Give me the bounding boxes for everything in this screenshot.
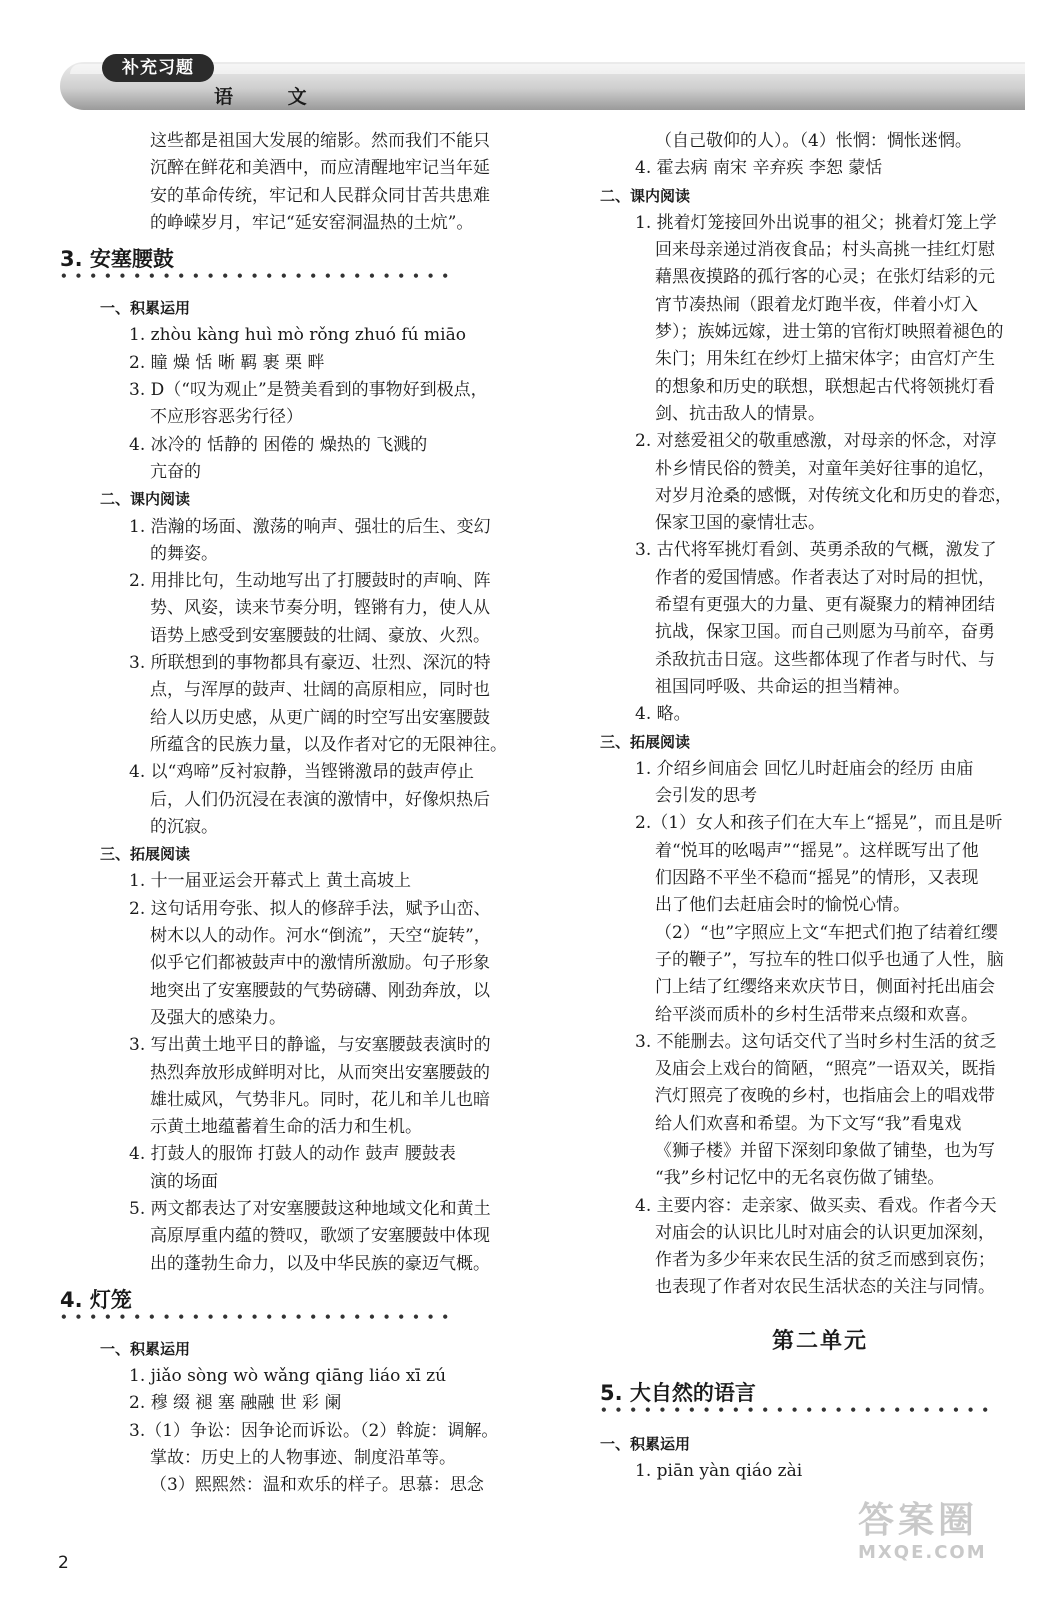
text-line: 3. 所联想到的事物都具有豪迈、壮烈、深沉的特 <box>129 653 491 674</box>
text-line: 5. 两文都表达了对安塞腰鼓这种地域文化和黄土 <box>129 1198 491 1219</box>
text-line: 2. 用排比句，生动地写出了打腰鼓时的声响、阵 <box>129 571 491 592</box>
text-line: 3. 写出黄土地平日的静谧，与安塞腰鼓表演时的 <box>129 1035 491 1056</box>
subsection-heading: 三、拓展阅读 <box>600 732 691 751</box>
text-line: 演的场面 <box>150 1171 218 1192</box>
text-line: （3）熙熙然：温和欢乐的样子。思慕：思念 <box>150 1475 484 1496</box>
text-line: 地突出了安塞腰鼓的气势磅礴、刚劲奔放，以 <box>150 980 490 1001</box>
text-line: 出了他们去赶庙会时的愉悦心情。 <box>655 895 910 916</box>
text-line: 示黄土地蕴蓄着生命的活力和生机。 <box>150 1117 422 1138</box>
title-dot-rule: ••••••••••••••••••••••••••• <box>60 1309 457 1324</box>
text-line: 语势上感受到安塞腰鼓的壮阔、豪放、火烈。 <box>150 625 490 646</box>
text-line: 剑、抗击敌人的情景。 <box>655 403 825 424</box>
text-line: 及强大的感染力。 <box>150 1007 286 1028</box>
text-line: 4. 打鼓人的服饰 打鼓人的动作 鼓声 腰鼓表 <box>129 1144 456 1165</box>
text-line: 热烈奔放形成鲜明对比，从而突出安塞腰鼓的 <box>150 1062 490 1083</box>
text-line: 所蕴含的民族力量，以及作者对它的无限神往。 <box>150 734 507 755</box>
text-line: 给人们欢喜和希望。为下文写“我”看鬼戏 <box>655 1113 962 1134</box>
text-line: （2）“也”字照应上文“车把式们抱了结着红缨 <box>655 922 998 943</box>
text-line: 藉黑夜摸路的孤行客的心灵；在张灯结彩的元 <box>655 267 995 288</box>
text-line: 回来母亲递过消夜食品；村头高挑一挂红灯慰 <box>655 240 995 261</box>
text-line: 似乎它们都被鼓声中的激情所激励。句子形象 <box>150 953 490 974</box>
text-line: （自己敬仰的人）。（4）怅惘：惆怅迷惘。 <box>655 131 972 151</box>
text-line: 高原厚重内蕴的赞叹，歌颂了安塞腰鼓中体现 <box>150 1226 490 1247</box>
text-line: 出的蓬勃生命力，以及中华民族的豪迈气概。 <box>150 1253 490 1274</box>
text-line: 不应形容恶劣行径） <box>150 407 303 428</box>
page-header <box>0 0 1058 135</box>
subsection-heading: 二、课内阅读 <box>600 186 691 205</box>
subsection-heading: 二、课内阅读 <box>100 490 191 509</box>
text-line: 祖国同呼吸、共命运的担当精神。 <box>655 676 910 697</box>
text-line: 门上结了红缨络来欢庆节日，侧面衬托出庙会 <box>655 977 995 998</box>
title-dot-rule: ••••••••••••••••••••••••••• <box>60 269 457 284</box>
header-badge: 补充习题 <box>102 54 214 82</box>
text-line: 4. 以“鸡啼”反衬寂静，当铿锵激昂的鼓声停止 <box>129 762 475 783</box>
text-line: 的舞姿。 <box>150 543 218 564</box>
text-line: 1. piān yàn qiáo zài <box>635 1461 803 1482</box>
subsection-heading: 一、积累运用 <box>100 299 191 318</box>
subsection-heading: 一、积累运用 <box>100 1339 191 1358</box>
text-line: 树木以人的动作。河水“倒流”，天空“旋转”， <box>150 926 491 947</box>
text-line: 2. 穆 缀 褪 塞 融融 世 彩 阑 <box>129 1393 342 1414</box>
text-line: 对庙会的认识比儿时对庙会的认识更加深刻， <box>655 1222 995 1243</box>
text-line: 沉醉在鲜花和美酒中，而应清醒地牢记当年延 <box>150 158 490 179</box>
text-line: 安的革命传统，牢记和人民群众同甘苦共患难 <box>150 185 490 206</box>
right-column <box>600 128 1040 1486</box>
text-line: 雄壮威风，气势非凡。同时，花儿和羊儿也暗 <box>150 1089 490 1110</box>
watermark-domain: MXQE.COM <box>858 1542 987 1563</box>
text-line: 1. 十一届亚运会开幕式上 黄土高坡上 <box>129 871 412 892</box>
text-line: 2. 这句话用夸张、拟人的修辞手法，赋予山峦、 <box>129 898 491 919</box>
page-number: 2 <box>58 1553 69 1573</box>
text-line: 的想象和历史的联想，联想起古代将领挑灯看 <box>655 376 995 397</box>
text-line: 3. 古代将军挑灯看剑、英勇杀敌的气概，激发了 <box>635 540 997 561</box>
text-line: 3. 不能删去。这句话交代了当时乡村生活的贫乏 <box>635 1031 997 1052</box>
text-line: 对岁月沧桑的感慨，对传统文化和历史的眷恋， <box>655 485 1012 506</box>
text-line: 1. zhòu kàng huì mò rǒng zhuó fú miāo <box>129 325 466 346</box>
text-line: 1. 介绍乡间庙会 回忆儿时赶庙会的经历 由庙 <box>635 758 974 779</box>
text-line: 4. 冰冷的 恬静的 困倦的 燥热的 飞溅的 <box>129 434 428 455</box>
text-line: 2. 对慈爱祖父的敬重感激，对母亲的怀念，对淳 <box>635 431 997 452</box>
text-line: 4. 略。 <box>635 704 691 725</box>
section-title: 5. 大自然的语言 <box>600 1381 756 1406</box>
text-line: “我”乡村记忆中的无名哀伤做了铺垫。 <box>655 1168 945 1189</box>
watermark-logo-text: 答案圈 <box>858 1500 979 1541</box>
text-line: 给人以历史感，从更广阔的时空写出安塞腰鼓 <box>150 707 490 728</box>
header-subject: 语 文 <box>214 86 331 108</box>
unit-title: 第二单元 <box>771 1328 868 1354</box>
section-title: 3. 安塞腰鼓 <box>60 247 174 272</box>
title-dot-rule: ••••••••••••••••••••••••••• <box>600 1403 997 1418</box>
text-line: 子的鞭子”，写拉车的牲口似乎也通了人性，脑 <box>655 949 1004 970</box>
text-line: 3.（1）争讼：因争论而诉讼。（2）斡旋：调解。 <box>129 1420 499 1441</box>
text-line: 梦）；族姊远嫁，进士第的官衔灯映照着褪色的 <box>655 322 1004 343</box>
text-line: 亢奋的 <box>150 461 201 482</box>
text-line: 2.（1）女人和孩子们在大车上“摇晃”，而且是听 <box>635 813 1003 834</box>
text-line: 作者为多少年来农民生活的贫乏而感到哀伤； <box>655 1250 995 1271</box>
text-line: 保家卫国的豪情壮志。 <box>655 513 825 534</box>
text-line: 的峥嵘岁月，牢记“延安窑洞温热的土炕”。 <box>150 212 474 233</box>
text-line: 1. 浩瀚的场面、激荡的响声、强壮的后生、变幻 <box>129 516 491 537</box>
text-line: 作者的爱国情感。作者表达了对时局的担忧， <box>655 567 995 588</box>
section-title: 4. 灯笼 <box>60 1287 132 1312</box>
text-line: 会引发的思考 <box>655 786 757 807</box>
text-line: 们因路不平坐不稳而“摇晃”的情形，又表现 <box>655 868 979 889</box>
text-line: 朱门；用朱红在纱灯上描宋体字；由宫灯产生 <box>655 349 995 370</box>
text-line: 4. 主要内容：走亲家、做买卖、看戏。作者今天 <box>635 1195 997 1216</box>
text-line: 也表现了作者对农民生活状态的关注与同情。 <box>655 1277 995 1298</box>
subsection-heading: 三、拓展阅读 <box>100 845 191 864</box>
text-line: 希望有更强大的力量、更有凝聚力的精神团结 <box>655 595 995 616</box>
text-line: 4. 霍去病 南宋 辛弃疾 李恕 蒙恬 <box>635 158 883 179</box>
text-line: 朴乡情民俗的赞美，对童年美好往事的追忆， <box>655 458 995 479</box>
text-line: 杀敌抗击日寇。这些都体现了作者与时代、与 <box>655 649 995 670</box>
text-line: 2. 瞳 燥 恬 晰 羁 裹 栗 畔 <box>129 352 325 373</box>
text-line: 3. D（“叹为观止”是赞美看到的事物好到极点， <box>129 380 488 401</box>
text-line: 宵节凑热闹（跟着龙灯跑半夜，伴着小灯入 <box>655 294 978 315</box>
text-line: 掌故：历史上的人物事迹、制度沿革等。 <box>150 1448 456 1469</box>
text-line: 着“悦耳的吆喝声”“摇晃”。这样既写出了他 <box>655 840 979 861</box>
left-column <box>60 128 520 1500</box>
text-line: 的沉寂。 <box>150 816 218 837</box>
subsection-heading: 一、积累运用 <box>600 1435 691 1454</box>
site-watermark <box>858 1500 1028 1580</box>
text-line: 1. jiǎo sòng wò wǎng qiāng liáo xī zú <box>129 1366 447 1387</box>
text-line: 给平淡而质朴的乡村生活带来点缀和欢喜。 <box>655 1004 978 1025</box>
text-line: 后，人们仍沉浸在表演的激情中，好像炽热后 <box>150 789 490 810</box>
text-line: 这些都是祖国大发展的缩影。然而我们不能只 <box>150 131 490 151</box>
text-line: 抗战，保家卫国。而自己则愿为马前卒，奋勇 <box>655 622 995 643</box>
text-line: 及庙会上戏台的简陋，“照亮”一语双关，既指 <box>655 1059 996 1080</box>
text-line: 《狮子楼》并留下深刻印象做了铺垫，也为写 <box>655 1140 995 1161</box>
text-line: 汽灯照亮了夜晚的乡村，也指庙会上的唱戏带 <box>655 1086 995 1107</box>
text-line: 势、风姿，读来节奏分明，铿锵有力，使人从 <box>150 598 490 619</box>
text-line: 1. 挑着灯笼接回外出说事的祖父；挑着灯笼上学 <box>635 212 997 233</box>
text-line: 点，与浑厚的鼓声、壮阔的高原相应，同时也 <box>150 680 490 701</box>
